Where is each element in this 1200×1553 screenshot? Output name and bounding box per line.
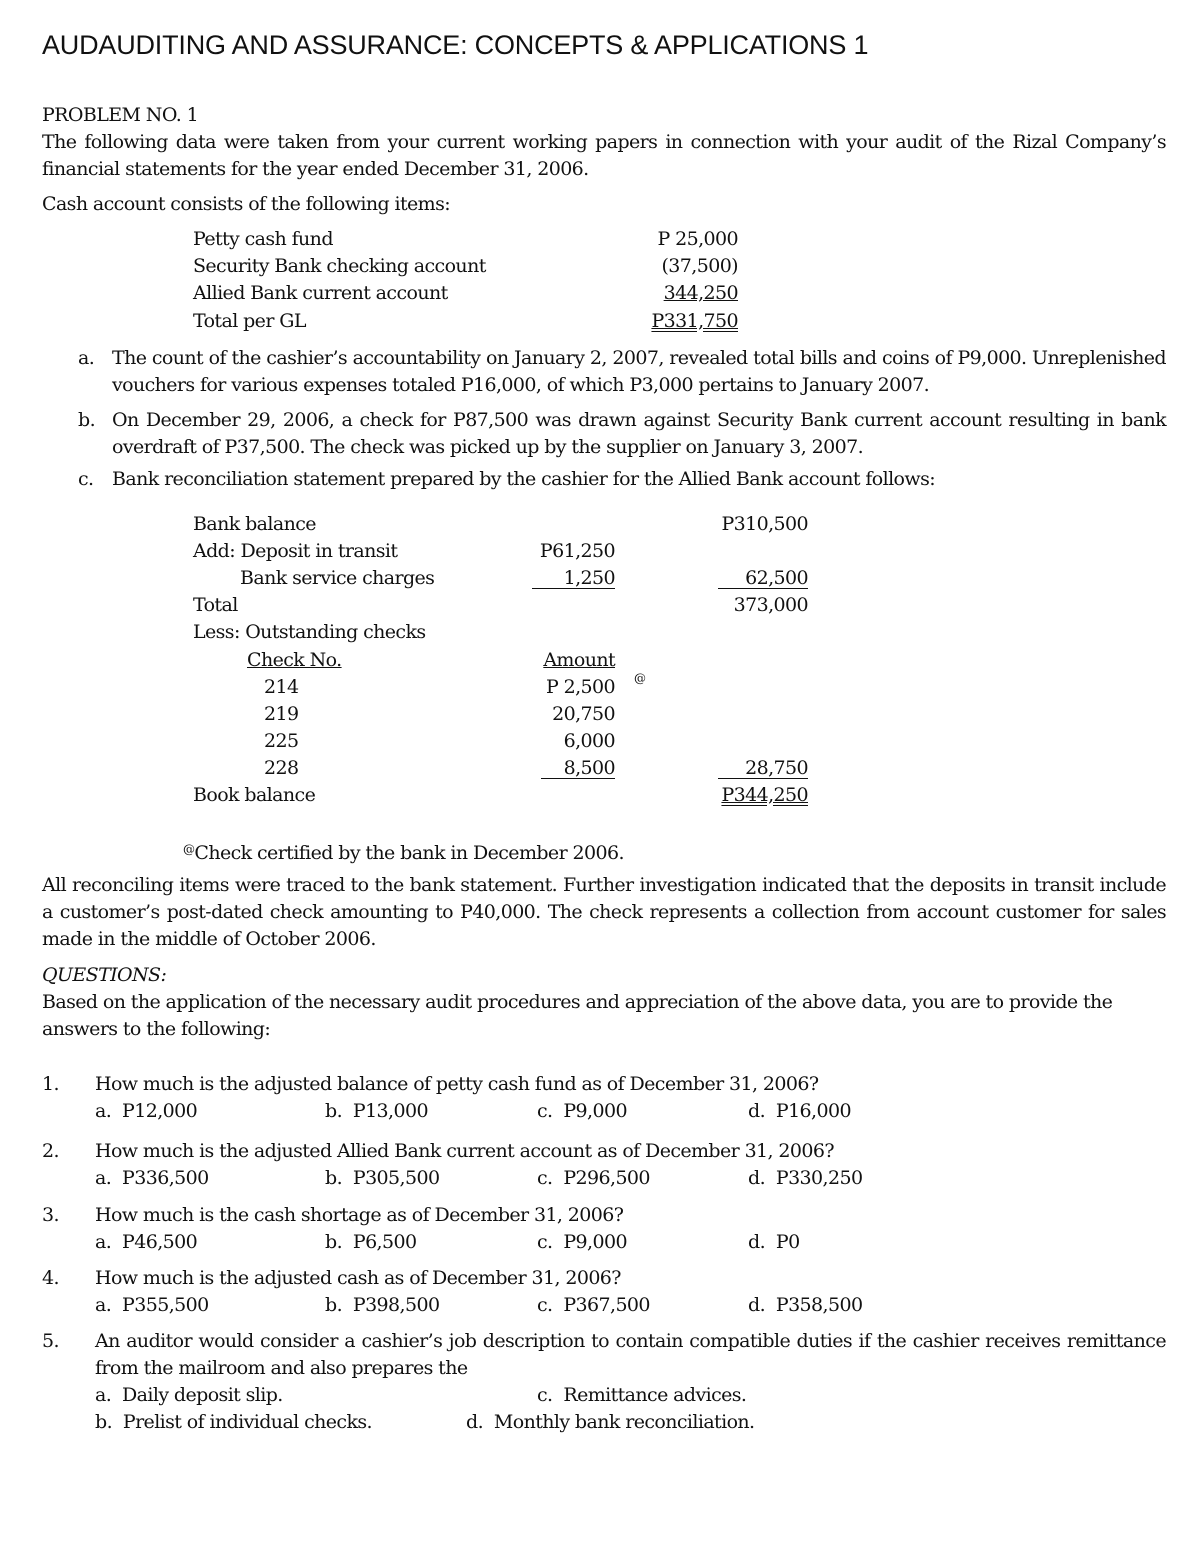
investigation-paragraph: All reconciling items were traced to the bank statement. Further investigation indicated that the deposits in transit include a customer’s post-dated check amounting to P40,000. The check represents a collection from account customer for sales made in the middle of October 2006.: [42, 874, 1166, 950]
amount-header: Amount: [543, 649, 615, 671]
choice: c. P296,500: [537, 1167, 650, 1189]
question-text: An auditor would consider a cashier’s job description to contain compatible duties if the cashier receives remittance from the mailroom and also prepares the: [95, 1330, 1166, 1379]
questions-intro: Based on the application of the necessary audit procedures and appreciation of the above data, you are to provide the answers to the following:: [42, 991, 1113, 1040]
choice: d. P0: [748, 1231, 800, 1253]
check-number: 225: [264, 730, 299, 752]
total-label: Total: [193, 594, 238, 616]
choice: a. P46,500: [95, 1231, 198, 1253]
choice: d. Monthly bank reconciliation.: [466, 1411, 755, 1433]
book-balance-value: P344,250: [721, 784, 808, 806]
check-amount: 8,500: [563, 757, 615, 779]
choice: a. Daily deposit slip.: [95, 1384, 283, 1406]
problem-heading: PROBLEM NO. 1: [42, 104, 199, 126]
total-value: 373,000: [733, 594, 808, 616]
choice: c. P9,000: [537, 1100, 627, 1122]
note-text: The count of the cashier’s accountability on January 2, 2007, revealed total bills and coins of P9,000. Unreplenished vouchers for various expenses totaled P16,000, of which P3,000 pertains to January 2007.: [112, 347, 1166, 396]
check-number: 214: [264, 676, 299, 698]
check-number: 219: [264, 703, 299, 725]
choice: d. P16,000: [748, 1100, 851, 1122]
certified-marker: @: [634, 671, 646, 685]
cash-item-label: Security Bank checking account: [193, 255, 486, 277]
question-text: How much is the adjusted Allied Bank current account as of December 31, 2006?: [95, 1140, 834, 1162]
question-number: 2.: [42, 1140, 59, 1162]
note-text: Bank reconciliation statement prepared by the cashier for the Allied Bank account follows:: [112, 468, 936, 490]
add-total-value: 62,500: [745, 567, 808, 589]
question-number: 3.: [42, 1204, 59, 1226]
check-amount: 20,750: [552, 703, 615, 725]
choice: b. P13,000: [325, 1100, 428, 1122]
cash-total-label: Total per GL: [193, 310, 306, 332]
cash-item-amount: 344,250: [663, 282, 738, 304]
choice: a. P12,000: [95, 1100, 198, 1122]
bank-balance-label: Bank balance: [193, 513, 316, 535]
add-deposit-label: Add: Deposit in transit: [193, 540, 398, 562]
question-number: 1.: [42, 1073, 59, 1095]
choice: b. P398,500: [325, 1294, 440, 1316]
choice: b. P6,500: [325, 1231, 417, 1253]
cash-item-label: Petty cash fund: [193, 228, 333, 250]
service-charges-label: Bank service charges: [240, 567, 435, 589]
check-no-header: Check No.: [247, 649, 342, 671]
note-marker: b.: [78, 409, 96, 431]
footnote-text: Check certified by the bank in December 2006.: [194, 842, 624, 864]
choice: a. P336,500: [95, 1167, 209, 1189]
note-text: On December 29, 2006, a check for P87,500 was drawn against Security Bank current account resulting in bank overdraft of P37,500. The check was picked up by the supplier on January 3, 2007.: [112, 409, 1166, 458]
cash-total-amount: P331,750: [651, 310, 738, 332]
document-title: AUDAUDITING AND ASSURANCE: CONCEPTS & APPLICATIONS 1: [42, 30, 869, 60]
question-number: 5.: [42, 1330, 59, 1352]
bank-balance-value: P310,500: [721, 513, 808, 535]
note-marker: a.: [78, 347, 95, 369]
problem-intro: The following data were taken from your current working papers in connection with your audit of the Rizal Company’s financial statements for the year ended December 31, 2006.: [42, 131, 1166, 180]
choice: c. P9,000: [537, 1231, 627, 1253]
choice: c. P367,500: [537, 1294, 650, 1316]
footnote-marker: @: [183, 842, 195, 856]
choice: d. P358,500: [748, 1294, 863, 1316]
question-text: How much is the adjusted cash as of December 31, 2006?: [95, 1267, 621, 1289]
less-outstanding-label: Less: Outstanding checks: [193, 621, 426, 643]
choice: d. P330,250: [748, 1167, 863, 1189]
cash-item-amount: P 25,000: [657, 228, 738, 250]
note-marker: c.: [78, 468, 94, 490]
choice: c. Remittance advices.: [537, 1384, 747, 1406]
check-number: 228: [264, 757, 299, 779]
question-text: How much is the cash shortage as of December 31, 2006?: [95, 1204, 624, 1226]
service-charges-value: 1,250: [563, 567, 615, 589]
deposit-in-transit-value: P61,250: [539, 540, 615, 562]
book-balance-label: Book balance: [193, 784, 316, 806]
check-amount: 6,000: [563, 730, 615, 752]
question-text: How much is the adjusted balance of petty cash fund as of December 31, 2006?: [95, 1073, 819, 1095]
choice: b. Prelist of individual checks.: [95, 1411, 372, 1433]
cash-item-label: Allied Bank current account: [193, 282, 448, 304]
question-number: 4.: [42, 1267, 59, 1289]
cash-item-amount: (37,500): [661, 255, 738, 277]
choice: b. P305,500: [325, 1167, 440, 1189]
choice: a. P355,500: [95, 1294, 209, 1316]
cash-lead: Cash account consists of the following items:: [42, 193, 451, 215]
checks-total-value: 28,750: [745, 757, 808, 779]
check-amount: P 2,500: [545, 676, 615, 698]
questions-heading: QUESTIONS:: [42, 964, 167, 986]
